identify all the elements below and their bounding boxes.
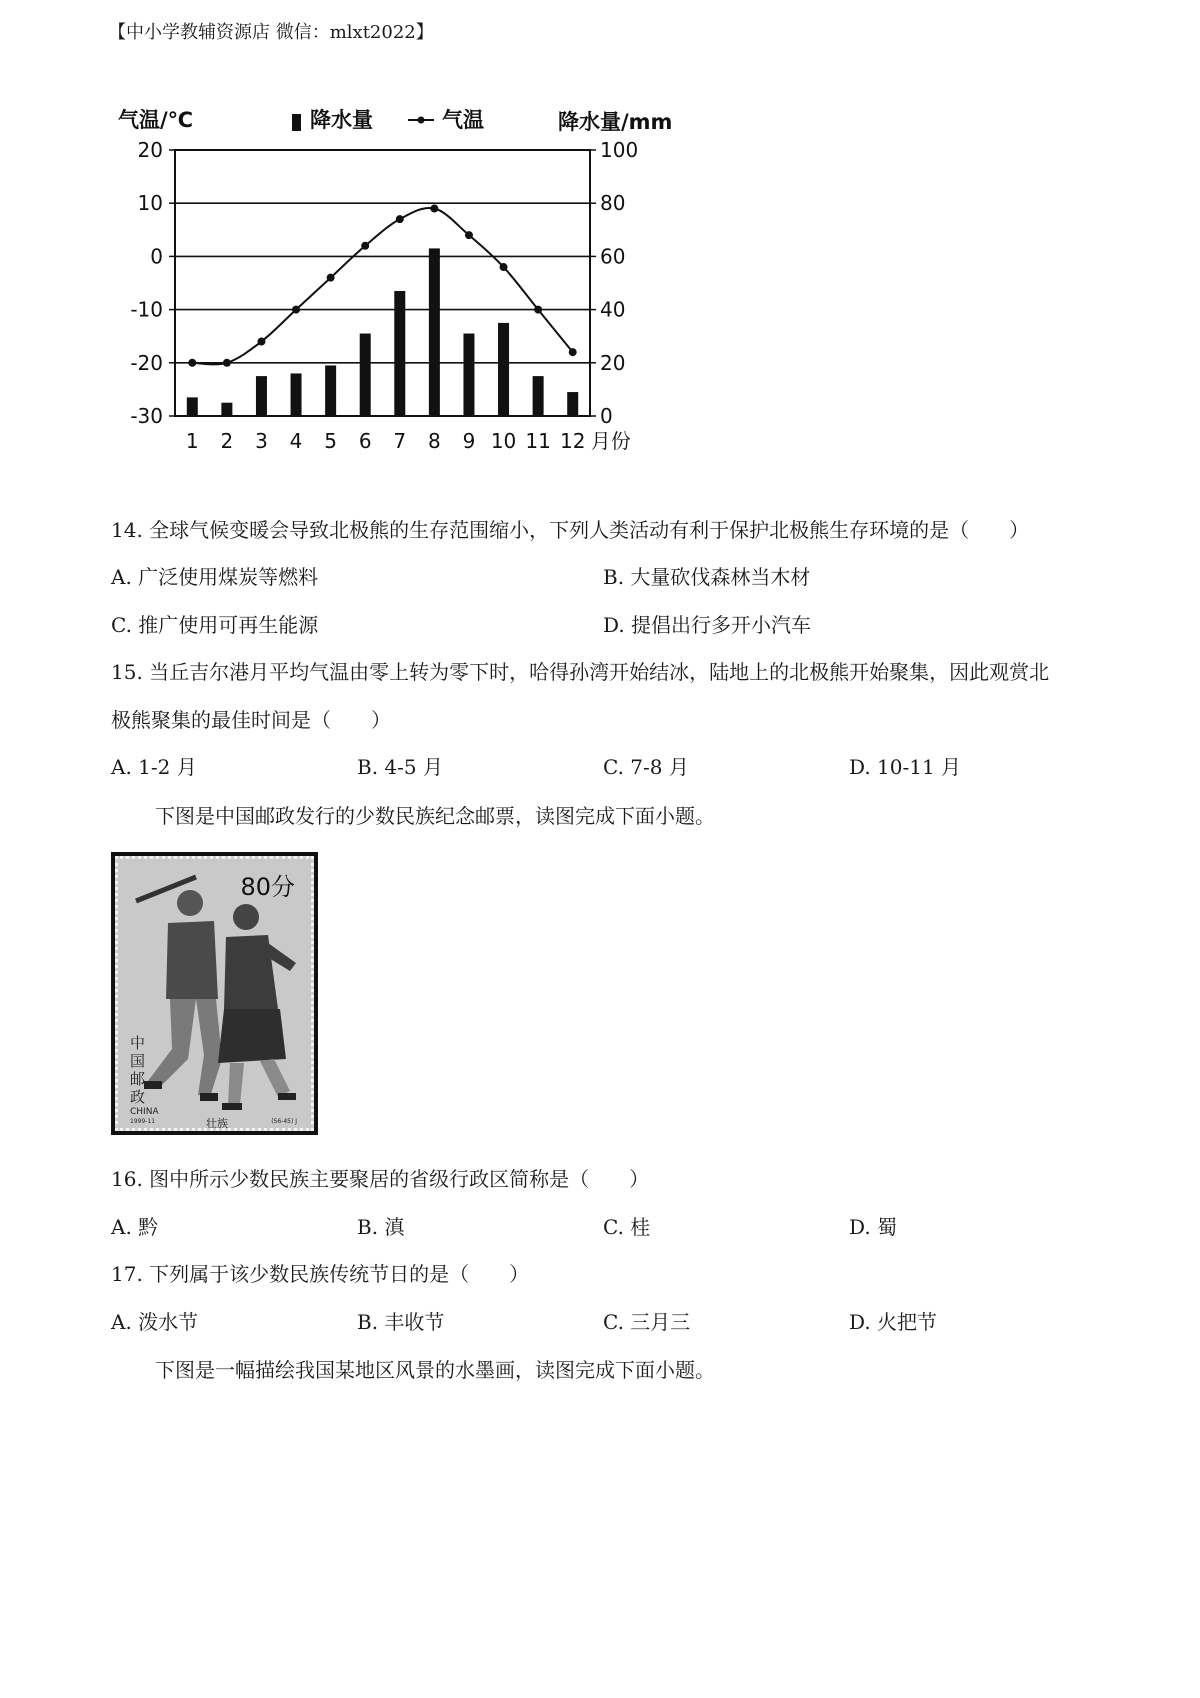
right-tick-label: 40	[600, 297, 626, 322]
temperature-point	[223, 359, 231, 367]
q14-stem: 14. 全球气候变暖会导致北极熊的生存范围缩小，下列人类活动有利于保护北极熊生存环境的是（ ）	[111, 518, 1030, 542]
left-tick-label: -10	[130, 297, 163, 322]
q16-stem: 16. 图中所示少数民族主要聚居的省级行政区简称是（ ）	[111, 1167, 650, 1191]
temperature-point	[569, 348, 577, 356]
temperature-point	[396, 215, 404, 223]
stamp-serial: (56-45) J	[271, 1118, 297, 1125]
temperature-line	[188, 205, 576, 367]
q17-option-a[interactable]: A. 泼水节	[111, 1310, 199, 1334]
legend-precip-label: 降水量	[310, 108, 373, 132]
q17-option-d[interactable]: D. 火把节	[849, 1310, 938, 1334]
x-tick-label: 9	[462, 429, 476, 453]
stamp-denomination: 80分	[240, 873, 295, 901]
q14-option-b[interactable]: B. 大量砍伐森林当木材	[603, 565, 811, 589]
left-tick-label: 10	[137, 191, 163, 216]
x-tick-label: 6	[358, 429, 372, 453]
right-tick-label: 20	[600, 350, 626, 375]
q15-option-b[interactable]: B. 4-5 月	[357, 755, 443, 779]
left-tick-label: 0	[150, 244, 163, 269]
precip-bar	[325, 365, 336, 416]
page-header: 【中小学教辅资源店 微信：mlxt2022】	[108, 22, 434, 43]
precip-bar	[187, 397, 198, 416]
q16-option-c[interactable]: C. 桂	[603, 1215, 651, 1239]
precip-bar	[429, 248, 440, 416]
x-tick-label: 4	[289, 429, 303, 453]
temperature-point	[361, 242, 369, 250]
right-axis-label: 降水量/mm	[558, 110, 673, 134]
x-tick-label: 11	[525, 429, 551, 453]
temperature-point	[257, 338, 265, 346]
temperature-point	[430, 205, 438, 213]
q15-option-d[interactable]: D. 10-11 月	[849, 755, 962, 779]
temperature-curve	[192, 208, 572, 364]
plot-frame	[175, 150, 590, 416]
painting-intro: 下图是一幅描绘我国某地区风景的水墨画，读图完成下面小题。	[155, 1358, 715, 1382]
temperature-point	[327, 274, 335, 282]
temperature-point	[465, 231, 473, 239]
q15-option-a[interactable]: A. 1-2 月	[111, 755, 197, 779]
climate-chart	[100, 100, 700, 500]
q15-stem-line1: 15. 当丘吉尔港月平均气温由零上转为零下时，哈得孙湾开始结冰，陆地上的北极熊开始聚集，因此观赏北	[111, 660, 1050, 684]
right-tick-label: 80	[600, 191, 626, 216]
q15-option-c[interactable]: C. 7-8 月	[603, 755, 689, 779]
precip-bar	[533, 376, 544, 416]
precip-bar	[463, 334, 474, 416]
q17-option-c[interactable]: C. 三月三	[603, 1310, 691, 1334]
precip-bar	[291, 373, 302, 416]
q16-option-d[interactable]: D. 蜀	[849, 1215, 898, 1239]
x-tick-label: 10	[490, 429, 517, 453]
stamp-country-cn: 中国邮政	[130, 1034, 146, 1106]
precip-bar	[256, 376, 267, 416]
precip-bars	[187, 248, 578, 416]
x-axis-label: 月份	[590, 429, 631, 453]
left-tick-label: -20	[130, 350, 163, 375]
q14-option-c[interactable]: C. 推广使用可再生能源	[111, 613, 319, 637]
stamp-year-code: 1999-11	[130, 1118, 156, 1125]
x-tick-label: 8	[428, 429, 441, 453]
precip-bar	[221, 403, 232, 416]
stamp-ethnic-label: 壮族	[206, 1117, 228, 1130]
x-tick-label: 3	[255, 429, 268, 453]
x-tick-label: 5	[324, 429, 337, 453]
precip-bar	[360, 334, 371, 416]
left-axis-label: 气温/℃	[118, 108, 194, 132]
right-tick-label: 100	[600, 138, 639, 162]
q17-option-b[interactable]: B. 丰收节	[357, 1310, 445, 1334]
legend-temp-dot	[418, 117, 425, 124]
left-tick-label: -30	[130, 404, 163, 428]
q16-option-b[interactable]: B. 滇	[357, 1215, 405, 1239]
temperature-point	[500, 263, 508, 271]
x-tick-label: 12	[559, 429, 586, 453]
legend-precip-swatch	[292, 114, 301, 131]
temperature-point	[534, 306, 542, 314]
x-tick-label: 2	[220, 429, 234, 453]
right-tick-label: 0	[600, 404, 613, 428]
x-tick-label: 1	[185, 429, 199, 453]
temperature-point	[292, 306, 300, 314]
left-tick-label: 20	[137, 138, 163, 162]
stamp-image	[111, 852, 318, 1135]
precip-bar	[567, 392, 578, 416]
temperature-point	[188, 359, 196, 367]
q14-option-a[interactable]: A. 广泛使用煤炭等燃料	[111, 565, 319, 589]
precip-bar	[394, 291, 405, 416]
q14-option-d[interactable]: D. 提倡出行多开小汽车	[603, 613, 812, 637]
q17-stem: 17. 下列属于该少数民族传统节日的是（ ）	[111, 1262, 530, 1286]
precip-bar	[498, 323, 509, 416]
q16-option-a[interactable]: A. 黔	[111, 1215, 159, 1239]
axis-ticks	[130, 138, 638, 453]
stamp-intro: 下图是中国邮政发行的少数民族纪念邮票，读图完成下面小题。	[155, 804, 715, 828]
right-tick-label: 60	[600, 244, 626, 269]
stamp-country-en: CHINA	[130, 1107, 159, 1117]
chart-grid	[175, 150, 590, 416]
x-tick-label: 7	[393, 429, 407, 453]
q15-stem-line2: 极熊聚集的最佳时间是（ ）	[111, 708, 391, 732]
legend-temp-label: 气温	[442, 108, 484, 132]
